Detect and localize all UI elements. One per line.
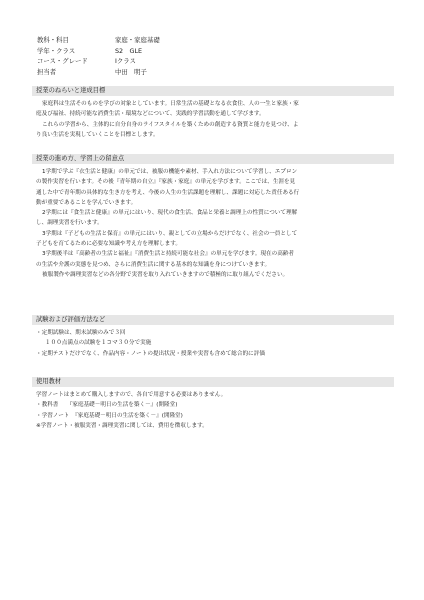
info-label: 担当者	[37, 67, 57, 76]
body-line: の生活や介護の実態を見つめ、さらに消費生活に関する基本的な知識を身につけていきます。	[36, 261, 271, 268]
body-line: １００点満点の試験を１コマ３０分で実施	[45, 340, 152, 347]
body-line: ・教科書 『家庭基礎－明日の生活を築く－』(開隆堂)	[36, 402, 178, 409]
section-title: 試験および評価方法など	[32, 315, 394, 325]
info-value: Ⅰクラス	[115, 57, 136, 66]
body-line: ※学習ノート・被服実習・調理実習に関しては、費用を徴収します。	[36, 422, 208, 429]
section-method	[32, 154, 394, 280]
body-line: 通した中で青年期の具体的な生き方を考え、今後の人生の生活課題を理解し、課題に対応した責任ある行	[36, 189, 300, 196]
info-label: 教科・科目	[37, 36, 69, 44]
section-body	[32, 328, 394, 359]
section-title: 授業の進め方、学習上の留意点	[32, 154, 394, 164]
section-materials	[32, 377, 394, 431]
body-line: ・学習ノート 『家庭基礎－明日の生活を築く－』(開隆堂)	[36, 412, 183, 419]
info-value: S2 GLE	[115, 46, 143, 55]
body-line: し、調理実習を行います。	[36, 220, 103, 227]
body-line: 1学期で学ぶ『衣生活と健康』の単元では、被服の機能や素材、手入れ方法について学習し、エプロン	[42, 169, 298, 175]
body-line: 動が重要であることを学んでいきます。	[36, 199, 137, 206]
body-line: ・定期テストだけでなく、作品内容・ノートの提出状況・授業や実習も含めて総合的に評価	[36, 350, 265, 357]
info-row-teacher	[37, 67, 160, 78]
body-line: ・定期試験は、期末試験のみで３回	[36, 330, 126, 336]
body-line: 3学期後半は『高齢者の生活と福祉』『消費生活と持続可能な社会』の単元を学びます。現在の高齢者	[42, 251, 295, 258]
info-label: 学年・クラス	[37, 46, 76, 55]
section-goals	[32, 86, 394, 140]
info-row-grade-class	[37, 46, 160, 57]
info-row-subject	[37, 35, 160, 46]
info-row-course	[37, 56, 160, 67]
body-line: の製作実習を行います。その後『青年期の自立』『家族・家庭』の単元を学びます。ここでは、生涯を見	[36, 179, 296, 186]
course-info	[37, 35, 160, 77]
section-title: 使用教材	[32, 377, 394, 387]
section-title: 授業のねらいと達成目標	[32, 86, 394, 96]
info-value: 家庭・家庭基礎	[115, 36, 160, 44]
body-line: 3学期は『子どもの生活と保育』の単元にはいり、親としての立場からだけでなく、社会の一員として	[42, 230, 298, 237]
section-body	[32, 167, 394, 280]
section-body	[32, 390, 394, 431]
body-line: 家庭科は生活そのものを学びの対象としています。日常生活の基礎となる衣食住、人の一生と家族・家	[42, 101, 299, 107]
body-line: 学習ノートはまとめて購入しますので、各自で用意する必要はありません。	[36, 392, 227, 398]
section-evaluation	[32, 315, 394, 359]
section-body	[32, 99, 394, 140]
info-value: 中田 明子	[115, 67, 147, 76]
body-line: 被服製作や調理実習などの各分野で実習を取り入れていきますので積極的に取り組んでください。	[42, 271, 289, 278]
body-line: り良い生活を実現していくことを目標とします。	[36, 131, 159, 138]
body-line: これらの学習から、主体的に自分自身のライフスタイルを築くための創造する資質と能力を見つけ、よ	[42, 121, 299, 128]
body-line: 2学期には『食生活と健康』の単元にはいり、現代の食生活、食品と栄養と調理上の性質について理解	[42, 210, 298, 217]
body-line: 庭及び福祉、持続可能な消費生活・環境などについて、実践的学習活動を通して学びます。	[36, 111, 265, 118]
info-label: コース・グレード	[37, 57, 88, 66]
body-line: 子どもを育てるために必要な知識や考え方を理解します。	[36, 241, 181, 248]
